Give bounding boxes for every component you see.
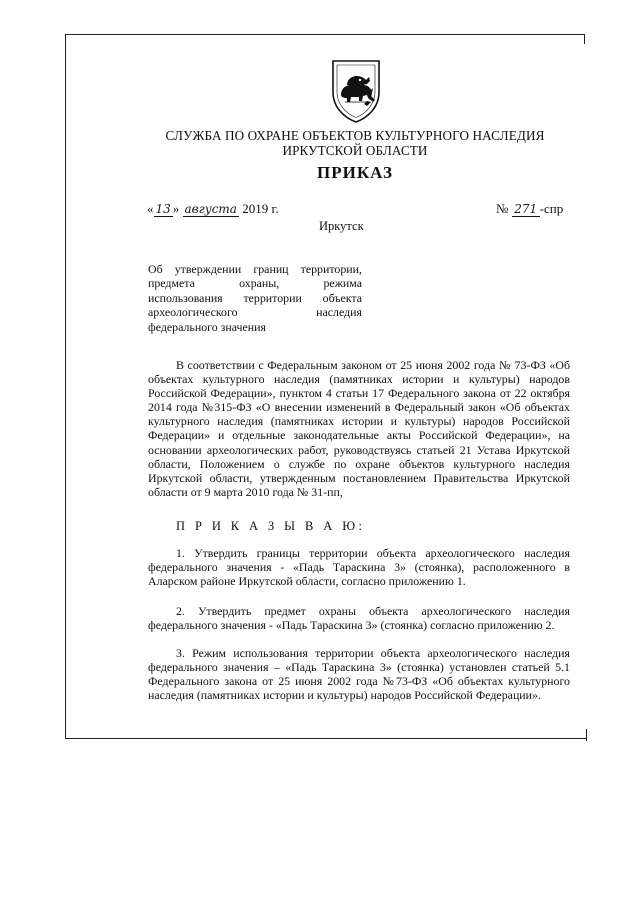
subject-line: археологического наследия bbox=[148, 305, 362, 320]
preamble-paragraph: В соответствии с Федеральным законом от 25 июня 2002 года № 73-ФЗ «Об объектах культурного наследия (памятниках истории и культуры) народов Российской Федерации», пунктом 4 статьи 17 Федерального закона от 22 октября 2014 года №315-ФЗ «О внесении изменений в Федеральный закон «Об объектах культурного наследия (памятниках истории и культуры) народов Российской Федерации» и отдельные законодательные акты Российской Федерации», на основании археологических работ, руководствуясь статьей 21 Устава Иркутской области, Положением о службе по охране объектов культурного наследия Иркутской области, утвержденным постановлением Правительства Иркутской области от 9 марта 2010 года № 31-пп, bbox=[148, 358, 570, 499]
scan-border-bottom bbox=[65, 738, 587, 739]
order-item-3: 3. Режим использования территории объекта археологического наследия федерального значения – «Падь Тараскина 3» (стоянка) установлен статьей 5.1 Федерального закона от 25 июня 2002 года №73-ФЗ «Об объектах культурного наследия (памятниках истории и культуры) народов Российской Федерации». bbox=[148, 646, 570, 703]
agency-name-line-2: ИРКУТСКОЙ ОБЛАСТИ bbox=[282, 143, 428, 158]
coat-of-arms-icon bbox=[327, 58, 385, 124]
scan-border-tick bbox=[584, 34, 585, 44]
subject-line: Об утверждении границ территории, bbox=[148, 262, 362, 276]
scan-border-tick bbox=[586, 729, 587, 741]
date-year: 2019 г. bbox=[242, 201, 279, 216]
number-prefix: № bbox=[496, 201, 509, 216]
document-city: Иркутск bbox=[319, 219, 364, 233]
subject-line: федерального значения bbox=[148, 319, 266, 334]
order-item-2: 2. Утвердить предмет охраны объекта археологического наследия федерального значения - «Падь Тараскина 3» (стоянка) согласно приложению 2. bbox=[148, 604, 570, 633]
agency-name-line-1: СЛУЖБА ПО ОХРАНЕ ОБЪЕКТОВ КУЛЬТУРНОГО НАСЛЕДИЯ bbox=[165, 128, 545, 143]
date-day: 13 bbox=[155, 202, 171, 216]
subject-line: использования территории объекта bbox=[148, 290, 362, 305]
decree-heading: П Р И К А З Ы В А Ю: bbox=[176, 519, 366, 533]
scan-border-top bbox=[65, 34, 585, 35]
order-item-1: 1. Утвердить границы территории объекта археологического наследия федерального значения - «Падь Тараскина 3» (стоянка), расположенного в Аларском районе Иркутской области, согласно приложению 1. bbox=[148, 546, 570, 589]
document-number bbox=[496, 201, 563, 217]
scan-border-left bbox=[65, 34, 66, 738]
number-value: 271 bbox=[512, 203, 540, 217]
date-open-quote: « bbox=[147, 201, 154, 216]
document-type: ПРИКАЗ bbox=[317, 163, 393, 182]
date-close-quote: » bbox=[172, 201, 180, 216]
number-suffix: -спр bbox=[539, 201, 564, 216]
subject-line: предмета охраны, режима bbox=[148, 276, 362, 291]
document-subject bbox=[148, 262, 362, 334]
date-month: августа bbox=[184, 202, 237, 216]
document-date bbox=[147, 201, 279, 217]
